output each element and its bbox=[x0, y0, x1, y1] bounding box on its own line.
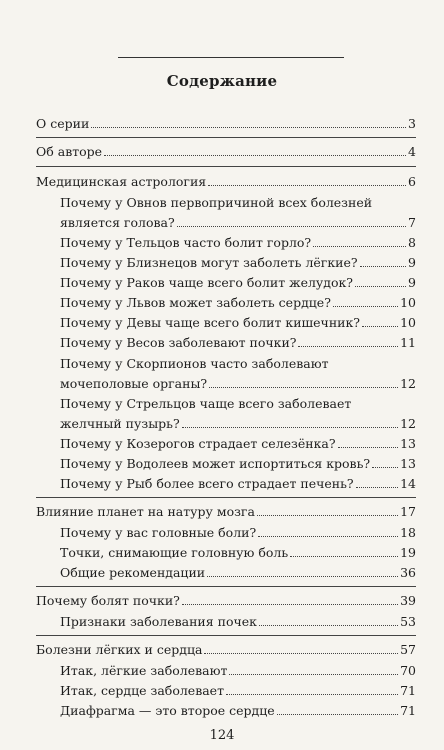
toc-entry-title: Влияние планет на натуру мозга bbox=[36, 504, 255, 519]
toc-entry[interactable] bbox=[60, 235, 416, 251]
toc-entry-title: Почему у Козерогов страдает селезёнка? bbox=[60, 436, 336, 451]
toc-entry-page: 4 bbox=[408, 144, 416, 159]
toc-entry[interactable] bbox=[60, 436, 416, 452]
toc-entry[interactable] bbox=[60, 215, 416, 231]
dot-leader bbox=[257, 515, 398, 516]
toc-entry-page: 12 bbox=[400, 376, 416, 391]
dot-leader bbox=[226, 694, 398, 695]
page-title: Содержание bbox=[166, 72, 278, 90]
dot-leader bbox=[372, 467, 398, 468]
dot-leader bbox=[209, 387, 398, 388]
toc-entry-title: Почему у Близнецов могут заболеть лёгкие? bbox=[60, 255, 358, 270]
dot-leader bbox=[362, 326, 398, 327]
dot-leader bbox=[182, 604, 398, 605]
toc-entry-title: Итак, сердце заболевает bbox=[60, 683, 224, 698]
toc-entry-page: 36 bbox=[400, 565, 416, 580]
toc-entry-page: 71 bbox=[400, 703, 416, 718]
toc-entry-title: Почему у Весов заболевают почки? bbox=[60, 335, 297, 350]
toc-entry-title: Почему болят почки? bbox=[36, 593, 180, 608]
toc-entry-page: 11 bbox=[400, 335, 416, 350]
toc-entry[interactable] bbox=[36, 642, 416, 658]
toc-entry-page: 53 bbox=[400, 614, 416, 629]
toc-entry[interactable] bbox=[60, 456, 416, 472]
header-rule bbox=[118, 57, 344, 58]
toc-entry-page: 3 bbox=[408, 116, 416, 131]
toc-entry-title: Медицинская астрология bbox=[36, 174, 207, 189]
toc-entry[interactable] bbox=[60, 525, 416, 541]
toc-entry-page: 18 bbox=[400, 525, 416, 540]
toc-entry[interactable] bbox=[60, 255, 416, 271]
dot-leader bbox=[182, 427, 398, 428]
toc-entry[interactable] bbox=[60, 614, 416, 630]
toc-entry-page: 9 bbox=[408, 255, 416, 270]
toc-entry[interactable] bbox=[60, 476, 416, 492]
dot-leader bbox=[104, 155, 406, 156]
toc-entry[interactable] bbox=[60, 315, 416, 331]
toc-entry[interactable] bbox=[36, 593, 416, 609]
toc-entry-title: Об авторе bbox=[36, 144, 103, 159]
toc-entry-page: 14 bbox=[400, 476, 416, 491]
toc-entry-page: 10 bbox=[400, 315, 416, 330]
toc-entry-continuation: желчный пузырь? bbox=[60, 416, 180, 431]
dot-leader bbox=[204, 653, 398, 654]
toc-entry[interactable] bbox=[60, 703, 416, 719]
toc-entry-page: 39 bbox=[400, 593, 416, 608]
section-divider bbox=[36, 166, 416, 167]
toc-entry[interactable] bbox=[60, 545, 416, 561]
toc-entry-title: Диафрагма — это второе сердце bbox=[60, 703, 275, 718]
section-divider bbox=[36, 635, 416, 636]
dot-leader bbox=[355, 286, 406, 287]
dot-leader bbox=[177, 226, 406, 227]
toc-entry[interactable] bbox=[60, 663, 416, 679]
toc-entry[interactable] bbox=[36, 144, 416, 160]
dot-leader bbox=[298, 346, 398, 347]
dot-leader bbox=[229, 674, 398, 675]
toc-entry-title[interactable]: Почему у Скорпионов часто заболевают bbox=[60, 356, 329, 371]
toc-entry-title: Общие рекомендации bbox=[60, 565, 206, 580]
toc-entry[interactable] bbox=[36, 116, 416, 132]
dot-leader bbox=[360, 266, 406, 267]
dot-leader bbox=[259, 625, 398, 626]
toc-entry-page: 8 bbox=[408, 235, 416, 250]
toc-entry-page: 19 bbox=[400, 545, 416, 560]
toc-entry-title: О серии bbox=[36, 116, 90, 131]
toc-entry[interactable] bbox=[60, 416, 416, 432]
dot-leader bbox=[356, 487, 398, 488]
toc-entry[interactable] bbox=[60, 295, 416, 311]
dot-leader bbox=[333, 306, 398, 307]
toc-entry-page: 7 bbox=[408, 215, 416, 230]
toc-entry-page: 9 bbox=[408, 275, 416, 290]
toc-entry-title: Признаки заболевания почек bbox=[60, 614, 257, 629]
toc-entry-title: Почему у Девы чаще всего болит кишечник? bbox=[60, 315, 360, 330]
toc-entry-page: 71 bbox=[400, 683, 416, 698]
toc-entry-title: Почему у Водолеев может испортиться кровь? bbox=[60, 456, 371, 471]
dot-leader bbox=[91, 127, 406, 128]
toc-entry-title[interactable]: Почему у Стрельцов чаще всего заболевает bbox=[60, 396, 352, 411]
toc-entry[interactable] bbox=[36, 174, 416, 190]
toc-entry-title: Почему у Львов может заболеть сердце? bbox=[60, 295, 331, 310]
toc-entry-page: 12 bbox=[400, 416, 416, 431]
toc-entry-page: 13 bbox=[400, 436, 416, 451]
toc-entry-page: 17 bbox=[400, 504, 416, 519]
toc-entry-title: Почему у вас головные боли? bbox=[60, 525, 257, 540]
toc-entry[interactable] bbox=[60, 683, 416, 699]
toc-entry-title: Почему у Раков чаще всего болит желудок? bbox=[60, 275, 354, 290]
toc-entry-page: 10 bbox=[400, 295, 416, 310]
dot-leader bbox=[277, 714, 398, 715]
section-divider bbox=[36, 586, 416, 587]
toc-entry-title: Итак, лёгкие заболевают bbox=[60, 663, 228, 678]
toc-entry[interactable] bbox=[60, 275, 416, 291]
toc-entry-title: Болезни лёгких и сердца bbox=[36, 642, 203, 657]
section-divider bbox=[36, 497, 416, 498]
toc-entry[interactable] bbox=[60, 335, 416, 351]
toc-entry[interactable] bbox=[60, 565, 416, 581]
dot-leader bbox=[207, 576, 398, 577]
toc-entry-title: Точки, снимающие головную боль bbox=[60, 545, 289, 560]
section-divider bbox=[36, 137, 416, 138]
toc-entry-page: 13 bbox=[400, 456, 416, 471]
dot-leader bbox=[338, 447, 399, 448]
toc-entry-continuation: является голова? bbox=[60, 215, 175, 230]
toc-entry-title: Почему у Тельцов часто болит горло? bbox=[60, 235, 312, 250]
toc-entry[interactable] bbox=[36, 504, 416, 520]
toc-entry-page: 57 bbox=[400, 642, 416, 657]
toc-entry-title: Почему у Рыб более всего страдает печень? bbox=[60, 476, 354, 491]
dot-leader bbox=[258, 536, 398, 537]
dot-leader bbox=[290, 556, 398, 557]
toc-entry-title[interactable]: Почему у Овнов первопричиной всех болезней bbox=[60, 195, 373, 210]
dot-leader bbox=[313, 246, 406, 247]
toc-entry-continuation: мочеполовые органы? bbox=[60, 376, 208, 391]
page-number: 124 bbox=[209, 728, 235, 743]
dot-leader bbox=[208, 185, 406, 186]
toc-entry-page: 6 bbox=[408, 174, 416, 189]
toc-entry[interactable] bbox=[60, 376, 416, 392]
toc-entry-page: 70 bbox=[400, 663, 416, 678]
